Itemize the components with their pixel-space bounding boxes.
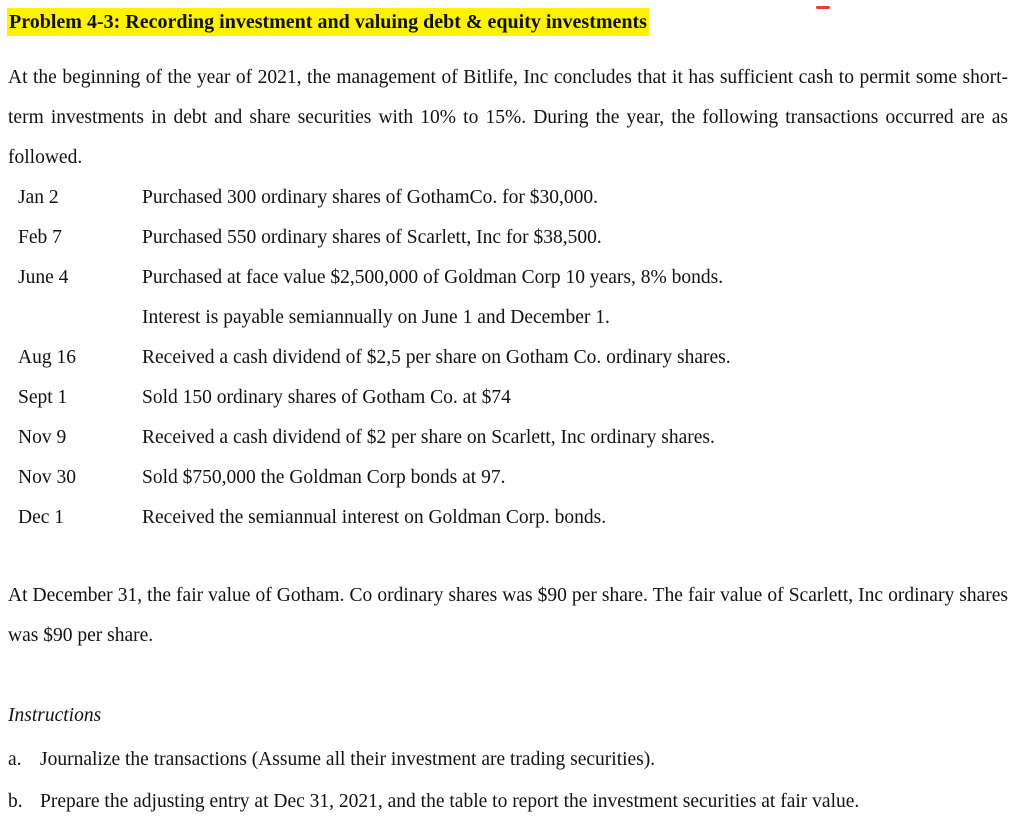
transaction-date: June 4 [18, 267, 69, 288]
fair-value-paragraph: At December 31, the fair value of Gotham. Co ordinary shares was $90 per share. The fair value of Scarlett, Inc ordinary shares was $90 per share. [8, 585, 1008, 646]
transaction-description: Sold 150 ordinary shares of Gotham Co. at $74 [142, 387, 511, 408]
red-pen-mark [816, 6, 830, 9]
intro-paragraph: At the beginning of the year of 2021, the management of Bitlife, Inc concludes that it has sufficient cash to permit some short-term investments in debt and share securities with 10% to 15%. During the year, the following transactions occurred are as followed. [8, 67, 1008, 168]
transaction-date: Feb 7 [18, 227, 62, 248]
transaction-row [18, 298, 1018, 338]
transaction-row [18, 498, 1018, 538]
transaction-row [18, 258, 1018, 298]
transaction-date: Sept 1 [18, 387, 68, 408]
transaction-date: Dec 1 [18, 507, 65, 528]
transaction-date: Aug 16 [18, 347, 76, 368]
transactions-list [18, 178, 1018, 538]
transaction-row [18, 218, 1018, 258]
instruction-item [8, 740, 655, 780]
transaction-date: Jan 2 [18, 187, 59, 208]
transaction-row [18, 378, 1018, 418]
instruction-text: Prepare the adjusting entry at Dec 31, 2021, and the table to report the investment securities at fair value. [40, 791, 860, 812]
transaction-description: Purchased 550 ordinary shares of Scarlett, Inc for $38,500. [142, 227, 602, 248]
instruction-marker: a. [8, 749, 22, 770]
transaction-description: Interest is payable semiannually on June 1 and December 1. [142, 307, 610, 328]
transaction-description: Sold $750,000 the Goldman Corp bonds at 97. [142, 467, 506, 488]
transaction-row [18, 458, 1018, 498]
transaction-description: Purchased at face value $2,500,000 of Goldman Corp 10 years, 8% bonds. [142, 267, 724, 288]
transaction-date: Nov 9 [18, 427, 67, 448]
instruction-marker: b. [8, 791, 23, 812]
transaction-row [18, 178, 1018, 218]
transaction-row [18, 418, 1018, 458]
transaction-date: Nov 30 [18, 467, 76, 488]
instructions-heading: Instructions [8, 705, 102, 726]
instruction-text: Journalize the transactions (Assume all their investment are trading securities). [40, 749, 656, 770]
instruction-item [8, 782, 859, 822]
transaction-description: Received a cash dividend of $2 per share on Scarlett, Inc ordinary shares. [142, 427, 715, 448]
transaction-description: Received the semiannual interest on Goldman Corp. bonds. [142, 507, 607, 528]
transaction-row [18, 338, 1018, 378]
transaction-description: Received a cash dividend of $2,5 per share on Gotham Co. ordinary shares. [142, 347, 731, 368]
transaction-description: Purchased 300 ordinary shares of GothamCo. for $30,000. [142, 187, 598, 208]
problem-title: Problem 4-3: Recording investment and valuing debt & equity investments [7, 8, 649, 36]
